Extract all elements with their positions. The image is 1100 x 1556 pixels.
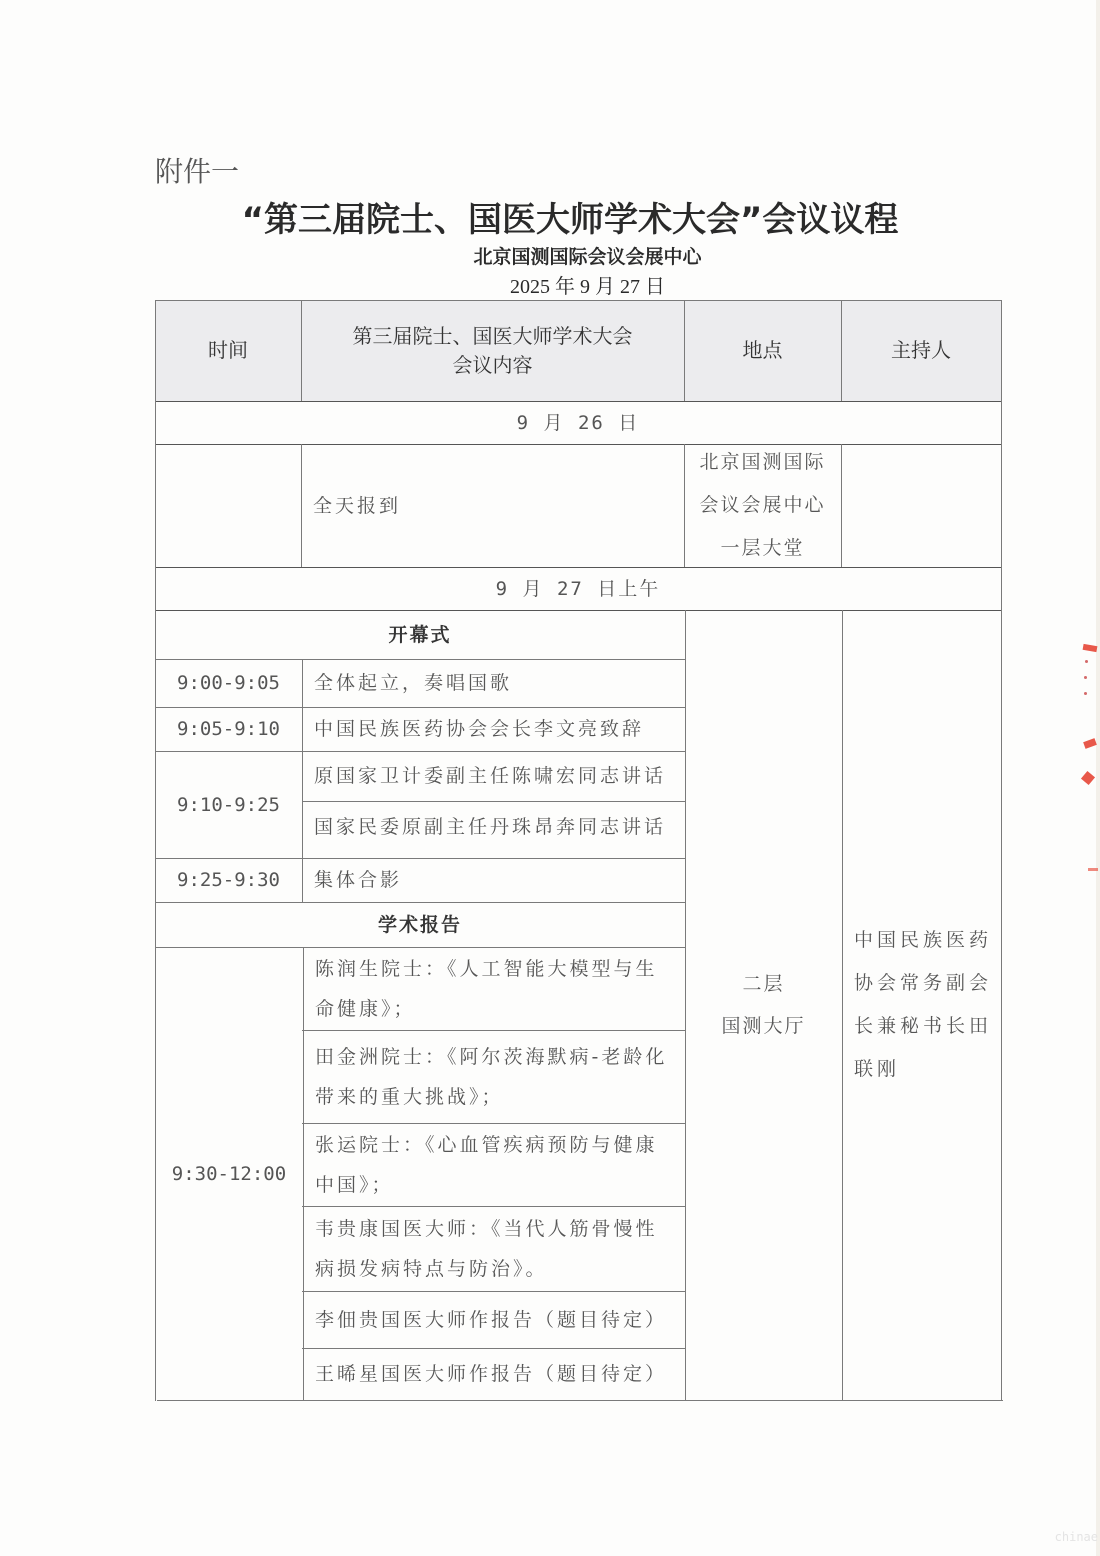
agenda-item: 国家民委原副主任丹珠昂奔同志讲话 [314, 816, 667, 838]
report-item [303, 1206, 685, 1291]
report-line: 病损发病特点与防治》。 [315, 1257, 548, 1280]
watermark: chinae [1054, 1530, 1098, 1544]
main-hall-location [685, 610, 842, 1400]
header-time: 时间 [208, 338, 248, 362]
section-opening-ceremony: 开幕式 [388, 623, 452, 646]
date-row-day2: 9 月 27 日上午 [495, 577, 661, 600]
host-cell [842, 610, 1001, 1400]
header-host: 主持人 [891, 338, 951, 362]
location-line: 一层大堂 [720, 537, 805, 559]
header-content-line1: 第三届院士、国医大师学术大会 [352, 323, 633, 348]
time-slot: 9:00-9:05 [177, 672, 280, 694]
host-line: 协会常务副会 [854, 972, 993, 994]
table-border-bottom [157, 1400, 1003, 1401]
attachment-label: 附件一 [155, 155, 240, 188]
date-row-day1: 9 月 26 日 [516, 411, 640, 434]
section-academic-reports: 学术报告 [377, 913, 462, 936]
report-item [303, 1123, 685, 1206]
date-subtitle: 2025 年 9 月 27 日 [510, 276, 665, 298]
report-line: 张运院士：《心血管疾病预防与健康 [315, 1133, 658, 1156]
location-line: 国测大厅 [721, 1015, 806, 1037]
document-title: “第三届院士、国医大师学术大会”会议议程 [241, 200, 899, 240]
table-border-right [1001, 300, 1002, 1401]
location-line: 会议会展中心 [699, 494, 826, 516]
header-content-line2: 会议内容 [452, 352, 533, 377]
report-line: 韦贵康国医大师：《当代人筋骨慢性 [315, 1217, 658, 1240]
report-item [303, 947, 685, 1030]
report-item [303, 1030, 685, 1123]
report-item: 王晞星国医大师作报告（题目待定） [315, 1363, 668, 1385]
time-slot: 9:25-9:30 [177, 869, 280, 891]
column-divider [841, 444, 842, 567]
agenda-item: 全体起立，奏唱国歌 [314, 672, 513, 694]
header-location: 地点 [742, 338, 783, 362]
location-line: 二层 [742, 973, 785, 995]
agenda-item: 集体合影 [314, 869, 403, 891]
host-line: 联刚 [854, 1058, 901, 1080]
time-slot: 9:05-9:10 [177, 718, 280, 740]
time-slot: 9:10-9:25 [177, 793, 280, 816]
report-line: 田金洲院士：《阿尔茨海默病-老龄化 [315, 1045, 668, 1068]
host-line: 长兼秘书长田 [854, 1015, 993, 1037]
agenda-item: 原国家卫计委副主任陈啸宏同志讲话 [314, 765, 667, 787]
report-item: 李佃贵国医大师作报告（题目待定） [315, 1308, 668, 1331]
venue-subtitle: 北京国测国际会议会展中心 [473, 246, 702, 268]
report-line: 命健康》； [315, 997, 416, 1020]
location-line: 北京国测国际 [699, 451, 826, 473]
report-line: 带来的重大挑战》； [315, 1085, 504, 1108]
agenda-item: 中国民族医药协会会长李文亮致辞 [314, 718, 645, 740]
registration-location [684, 444, 841, 567]
header-content [301, 300, 684, 401]
registration-content: 全天报到 [313, 494, 402, 517]
host-line: 中国民族医药 [854, 929, 993, 951]
report-line: 陈润生院士：《人工智能大模型与生 [315, 957, 658, 980]
time-slot: 9:30-12:00 [171, 1162, 287, 1185]
report-line: 中国》； [315, 1173, 394, 1196]
